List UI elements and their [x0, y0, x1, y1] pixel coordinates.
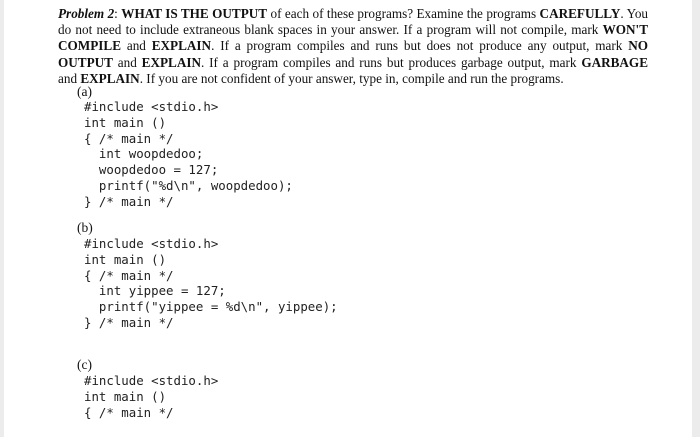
code-line: } /* main */ [84, 193, 174, 209]
part-c-code [84, 373, 218, 420]
code-line: printf("yippee = %d\n", yippee); [84, 299, 338, 315]
keyword-carefully: CAREFULLY [539, 6, 621, 21]
left-border [0, 0, 4, 437]
code-line: { /* main */ [84, 404, 174, 420]
instruction-text-2: . You do not need to include extraneous blank spaces in your answer. If a program will not compile, mark [58, 6, 649, 38]
right-border [692, 0, 700, 437]
heading-colon: : [114, 6, 122, 21]
instruction-text-4: . If a program compiles and runs but does not produce any output, mark [211, 38, 629, 54]
instruction-text-1: of each of these programs? Examine the programs [267, 6, 540, 21]
instruction-text-8: . If you are not confident of your answer, type in, compile and run the programs. [139, 70, 564, 86]
code-line: #include <stdio.h> [84, 373, 219, 388]
code-line: { /* main */ [84, 267, 174, 283]
problem-title: WHAT IS THE OUTPUT [121, 6, 268, 21]
code-line: #include <stdio.h> [84, 99, 219, 114]
keyword-wont-compile: WON'T COMPILE [58, 22, 648, 54]
code-line: int woopdedoo; [84, 146, 204, 162]
instruction-text-6: . If a program compiles and runs but produces garbage output, mark [201, 54, 582, 70]
code-line: { /* main */ [84, 130, 174, 146]
keyword-garbage: GARBAGE [581, 54, 648, 70]
code-line: int main () [84, 388, 167, 404]
instruction-text-3: and [121, 38, 152, 54]
problem-statement [58, 6, 648, 87]
part-c-label: (c) [77, 357, 92, 372]
keyword-explain-2: EXPLAIN [141, 54, 202, 70]
code-line: printf("%d\n", woopdedoo); [84, 177, 293, 193]
instruction-text-5: and [112, 54, 142, 70]
part-a-label: (a) [77, 84, 92, 99]
part-b-label: (b) [77, 220, 93, 235]
part-a-code [84, 99, 293, 210]
part-b-code [84, 236, 338, 331]
code-line: woopdedoo = 127; [84, 162, 219, 178]
code-line: int main () [84, 114, 167, 130]
keyword-explain-3: EXPLAIN [80, 70, 140, 86]
keyword-explain-1: EXPLAIN [151, 38, 212, 54]
problem-heading: Problem 2 [58, 6, 115, 21]
code-line: int main () [84, 251, 167, 267]
instruction-text-7: and [58, 70, 81, 86]
code-line: int yippee = 127; [84, 283, 226, 299]
keyword-no-output: NO OUTPUT [58, 38, 648, 70]
code-line: #include <stdio.h> [84, 236, 219, 251]
code-line: } /* main */ [84, 314, 174, 330]
